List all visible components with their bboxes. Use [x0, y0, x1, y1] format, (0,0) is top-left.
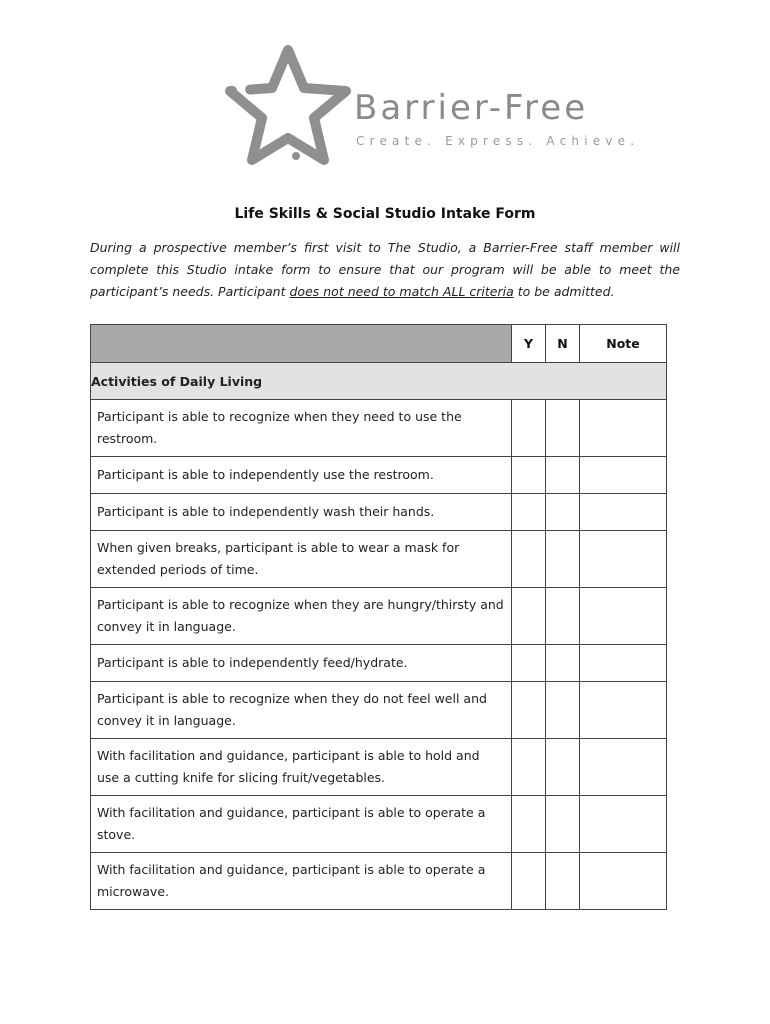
yes-cell[interactable]: [512, 739, 546, 796]
table-row: [91, 531, 667, 588]
criterion-text: With facilitation and guidance, participant is able to operate a stove.: [91, 796, 512, 853]
intake-table: [90, 324, 667, 910]
logo-tagline: Create. Express. Achieve.: [356, 134, 640, 148]
no-cell[interactable]: [546, 494, 580, 531]
criterion-text: Participant is able to recognize when they do not feel well and convey it in language.: [91, 682, 512, 739]
header-n: N: [546, 325, 580, 363]
table-row: [91, 588, 667, 645]
note-cell[interactable]: [580, 494, 667, 531]
header-blank: [91, 325, 512, 363]
no-cell[interactable]: [546, 645, 580, 682]
no-cell[interactable]: [546, 739, 580, 796]
section-row: [91, 363, 667, 400]
note-cell[interactable]: [580, 531, 667, 588]
no-cell[interactable]: [546, 400, 580, 457]
star-icon: [218, 44, 358, 176]
criterion-text: With facilitation and guidance, participant is able to operate a microwave.: [91, 853, 512, 910]
yes-cell[interactable]: [512, 853, 546, 910]
no-cell[interactable]: [546, 853, 580, 910]
table-row: [91, 682, 667, 739]
criterion-text: Participant is able to independently wash their hands.: [91, 494, 512, 531]
table-row: [91, 457, 667, 494]
criterion-text: Participant is able to independently use the restroom.: [91, 457, 512, 494]
no-cell[interactable]: [546, 588, 580, 645]
yes-cell[interactable]: [512, 494, 546, 531]
note-cell[interactable]: [580, 588, 667, 645]
yes-cell[interactable]: [512, 400, 546, 457]
table-row: [91, 400, 667, 457]
criterion-text: When given breaks, participant is able to wear a mask for extended periods of time.: [91, 531, 512, 588]
page-title: Life Skills & Social Studio Intake Form: [234, 206, 536, 222]
yes-cell[interactable]: [512, 645, 546, 682]
note-cell[interactable]: [580, 682, 667, 739]
yes-cell[interactable]: [512, 588, 546, 645]
table-row: [91, 645, 667, 682]
criterion-text: With facilitation and guidance, participant is able to hold and use a cutting knife for slicing fruit/vegetables.: [91, 739, 512, 796]
no-cell[interactable]: [546, 796, 580, 853]
note-cell[interactable]: [580, 645, 667, 682]
header-y: Y: [512, 325, 546, 363]
note-cell[interactable]: [580, 400, 667, 457]
note-cell[interactable]: [580, 457, 667, 494]
note-cell[interactable]: [580, 853, 667, 910]
table-row: [91, 796, 667, 853]
table-row: [91, 494, 667, 531]
no-cell[interactable]: [546, 457, 580, 494]
criterion-text: Participant is able to independently feed/hydrate.: [91, 645, 512, 682]
yes-cell[interactable]: [512, 531, 546, 588]
note-cell[interactable]: [580, 739, 667, 796]
barrier-free-logo: [218, 44, 640, 176]
section-title: Activities of Daily Living: [91, 363, 667, 400]
criterion-text: Participant is able to recognize when they need to use the restroom.: [91, 400, 512, 457]
intro-underlined: does not need to match ALL criteria: [289, 284, 514, 299]
intro-text-1: During a prospective member’s first visit to The Studio, a Barrier-Free staff member will complete this Studio intake form to ensure that our program will be able to meet the participant’s needs. Participant: [90, 240, 680, 299]
yes-cell[interactable]: [512, 682, 546, 739]
intro-paragraph: [90, 237, 680, 303]
table-header-row: [91, 325, 667, 363]
intro-text-2: to be admitted.: [513, 284, 615, 299]
yes-cell[interactable]: [512, 457, 546, 494]
header-note: Note: [580, 325, 667, 363]
no-cell[interactable]: [546, 682, 580, 739]
yes-cell[interactable]: [512, 796, 546, 853]
table-row: [91, 853, 667, 910]
criterion-text: Participant is able to recognize when they are hungry/thirsty and convey it in language.: [91, 588, 512, 645]
no-cell[interactable]: [546, 531, 580, 588]
logo-name: Barrier-Free: [354, 88, 589, 128]
table-row: [91, 739, 667, 796]
note-cell[interactable]: [580, 796, 667, 853]
